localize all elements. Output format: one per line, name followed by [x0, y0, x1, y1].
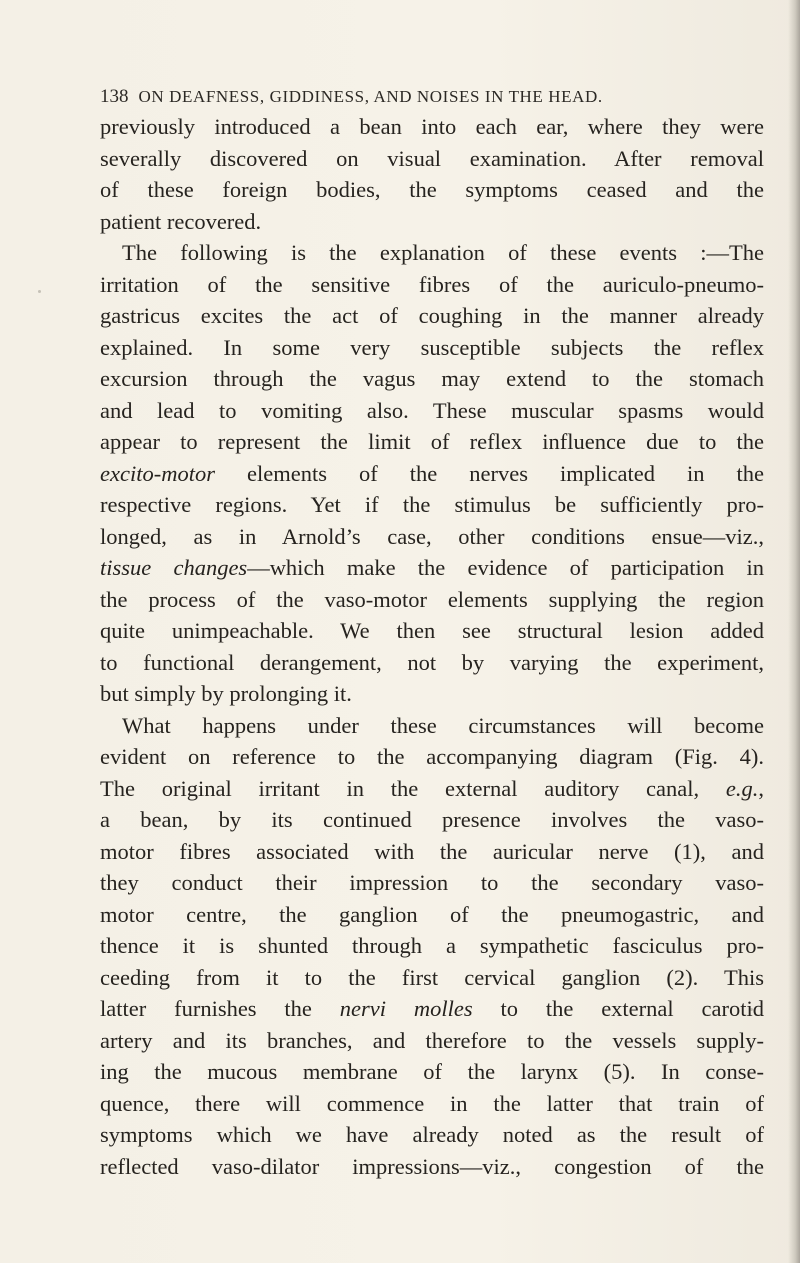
body-text: [100, 111, 764, 1182]
text-line: explained. In some very susceptible subjects the reflex: [100, 334, 764, 360]
text-line: excito-motor elements of the nerves implicated in the: [100, 460, 764, 486]
text-line: they conduct their impression to the secondary vaso-: [100, 870, 764, 895]
text-line: tissue changes—which make the evidence of participation in: [100, 555, 764, 580]
running-title: ON DEAFNESS, GIDDINESS, AND NOISES IN THE HEAD.: [138, 87, 603, 106]
text-line: excursion through the vagus may extend to the stomach: [100, 366, 764, 391]
paper-speck: [750, 1008, 753, 1011]
page-number: 138: [100, 86, 129, 107]
text-line: What happens under these circumstances will become: [122, 712, 764, 738]
text-line: quite unimpeachable. We then see structural lesion added: [100, 618, 764, 643]
text-line: irritation of the sensitive fibres of the auriculo-pneumo-: [100, 271, 764, 297]
text-line: artery and its branches, and therefore to the vessels supply-: [100, 1027, 764, 1053]
text-line: but simply by prolonging it.: [100, 681, 352, 706]
text-line: appear to represent the limit of reflex influence due to the: [100, 429, 764, 454]
text-line: latter furnishes the nervi molles to the external carotid: [100, 996, 764, 1021]
text-line: reflected vaso-dilator impressions—viz., congestion of the: [100, 1153, 764, 1179]
text-line: longed, as in Arnold’s case, other conditions ensue—viz.,: [100, 523, 764, 549]
text-line: the process of the vaso-motor elements supplying the region: [100, 586, 764, 612]
text-line: thence it is shunted through a sympathetic fasciculus pro-: [100, 933, 764, 958]
text-line: respective regions. Yet if the stimulus be sufficiently pro-: [100, 492, 764, 517]
text-line: previously introduced a bean into each ear, where they were: [100, 114, 764, 139]
text-line: patient recovered.: [100, 208, 262, 234]
text-line: of these foreign bodies, the symptoms ceased and the: [100, 177, 764, 202]
text-line: motor centre, the ganglion of the pneumogastric, and: [100, 901, 764, 927]
text-line: symptoms which we have already noted as the result of: [100, 1122, 764, 1147]
paragraph: [100, 237, 764, 710]
text-line: severally discovered on visual examination. After removal: [100, 145, 764, 171]
text-line: and lead to vomiting also. These muscular spasms would: [100, 397, 764, 423]
text-line: motor fibres associated with the auricular nerve (1), and: [100, 838, 764, 864]
paragraph: [100, 111, 764, 237]
text-line: to functional derangement, not by varying the experiment,: [100, 649, 764, 675]
paragraph: [100, 710, 764, 1183]
paper-speck: [38, 290, 41, 293]
text-line: gastricus excites the act of coughing in the manner already: [100, 303, 764, 328]
running-head: [100, 86, 720, 108]
page-edge-shadow: [788, 0, 800, 1263]
text-line: evident on reference to the accompanying diagram (Fig. 4).: [100, 744, 764, 769]
text-line: ceeding from it to the first cervical ganglion (2). This: [100, 964, 764, 990]
text-line: ing the mucous membrane of the larynx (5). In conse-: [100, 1059, 764, 1084]
text-line: quence, there will commence in the latter that train of: [100, 1090, 764, 1116]
text-line: The original irritant in the external auditory canal, e.g.,: [100, 775, 764, 801]
text-line: a bean, by its continued presence involves the vaso-: [100, 807, 764, 832]
text-line: The following is the explanation of these events :—The: [122, 240, 764, 265]
